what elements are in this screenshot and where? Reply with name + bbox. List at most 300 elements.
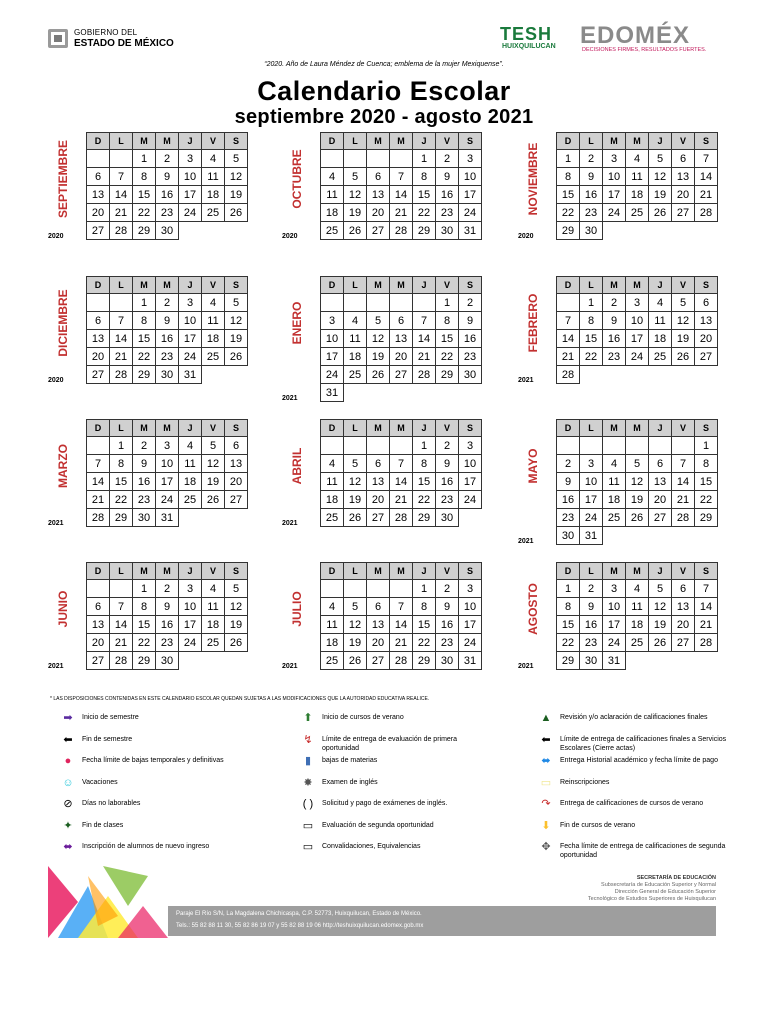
legend-item [536,734,741,754]
blank-cell [695,527,718,545]
scroll-icon: ▭ [540,776,552,789]
day-cell: 16 [580,616,603,634]
weekday-header: M [626,420,649,437]
empty-cell [344,294,367,312]
day-cell: 11 [179,455,202,473]
blank-cell [649,652,672,670]
month-label-mayo: MAYO [526,448,540,484]
day-cell: 20 [390,348,413,366]
blank-cell [225,509,248,527]
day-cell: 28 [557,366,580,384]
month-table-julio [320,562,482,670]
brackets-icon: ( ) [302,798,314,810]
day-cell: 3 [459,580,482,598]
day-cell: 10 [603,598,626,616]
weekday-header: J [649,420,672,437]
legend-item [298,712,503,732]
day-cell: 1 [413,437,436,455]
day-cell: 5 [225,294,248,312]
day-cell: 19 [649,616,672,634]
weekday-header: V [202,563,225,580]
blank-cell [603,366,626,384]
day-cell: 8 [557,168,580,186]
tesh-sub: HUIXQUILUCAN [502,43,556,50]
tesh-name: TESH [500,24,553,44]
day-cell: 12 [202,455,225,473]
day-cell: 25 [202,348,225,366]
legend-item [536,820,741,840]
day-cell: 17 [459,616,482,634]
day-cell: 23 [133,491,156,509]
arrow-up-green-icon: ⬆ [303,712,313,724]
day-cell: 8 [133,168,156,186]
legend-item [58,798,263,818]
day-cell: 22 [695,491,718,509]
legend-text: Inicio de semestre [82,714,139,721]
day-cell: 2 [557,455,580,473]
day-cell: 11 [202,598,225,616]
day-cell: 2 [603,294,626,312]
weekday-header: V [672,277,695,294]
month-table-septiembre [86,132,248,240]
day-cell: 20 [672,186,695,204]
day-cell: 11 [321,473,344,491]
empty-cell [649,437,672,455]
day-cell: 18 [202,330,225,348]
month-table-enero [320,276,482,402]
empty-cell [87,580,110,598]
day-cell: 25 [202,634,225,652]
day-cell: 5 [626,455,649,473]
day-cell: 22 [133,204,156,222]
day-cell: 29 [557,222,580,240]
day-cell: 21 [413,348,436,366]
blank-cell [179,652,202,670]
legend-item [58,755,263,775]
day-cell: 31 [179,366,202,384]
month-label-septiembre: SEPTIEMBRE [56,140,70,219]
day-cell: 5 [344,598,367,616]
day-cell: 27 [87,366,110,384]
day-cell: 27 [672,204,695,222]
weekday-header: S [225,563,248,580]
blank-cell [367,384,390,402]
day-cell: 21 [390,491,413,509]
weekday-header: M [156,563,179,580]
day-cell: 4 [344,312,367,330]
weekday-header: M [390,133,413,150]
day-cell: 7 [672,455,695,473]
day-cell: 28 [672,509,695,527]
day-cell: 5 [344,168,367,186]
footer-bar [168,906,716,936]
blank-cell [225,222,248,240]
day-cell: 21 [695,616,718,634]
legend-text: Fecha límite de entrega de calificaciones de segunda oportunidad [560,843,726,859]
legend-text: Fin de cursos de verano [560,821,636,829]
blank-cell [649,222,672,240]
day-cell: 3 [603,580,626,598]
weekday-header: L [110,133,133,150]
day-cell: 6 [87,598,110,616]
legend-item [58,734,263,754]
day-cell: 26 [225,204,248,222]
day-cell: 30 [436,222,459,240]
empty-cell [110,294,133,312]
weekday-header: V [672,133,695,150]
day-cell: 29 [557,652,580,670]
day-cell: 9 [580,168,603,186]
day-cell: 9 [436,168,459,186]
day-cell: 3 [580,455,603,473]
day-cell: 16 [156,186,179,204]
day-cell: 4 [179,437,202,455]
day-cell: 27 [87,222,110,240]
day-cell: 25 [344,366,367,384]
weekday-header: L [344,277,367,294]
disclaimer: * LAS DISPOSICIONES CONTENIDAS EN ESTE CALENDARIO ESCOLAR QUEDAN SUJETAS A LAS MODIFICACIONES QUE LA AUTORIDAD EDUCATIVA REALICE. [50,696,430,702]
empty-cell [580,437,603,455]
day-cell: 8 [557,598,580,616]
day-cell: 12 [344,616,367,634]
weekday-header: L [580,563,603,580]
weekday-header: S [225,133,248,150]
weekday-header: M [390,277,413,294]
day-cell: 7 [695,580,718,598]
empty-cell [557,437,580,455]
day-cell: 26 [225,634,248,652]
day-cell: 25 [321,509,344,527]
gobierno-logo [46,26,176,52]
blank-cell [695,652,718,670]
day-cell: 17 [179,186,202,204]
month-year-label: 2020 [518,233,534,240]
empty-cell [390,437,413,455]
blank-cell [344,384,367,402]
blank-cell [672,652,695,670]
empty-cell [110,150,133,168]
day-cell: 6 [87,312,110,330]
day-cell: 27 [367,652,390,670]
day-cell: 12 [649,168,672,186]
empty-cell [367,294,390,312]
day-cell: 24 [580,509,603,527]
legend-text: Fecha límite de bajas temporales y definitivas [82,757,224,764]
day-cell: 18 [321,634,344,652]
month-table-febrero [556,276,718,384]
day-cell: 3 [603,150,626,168]
blank-cell [202,509,225,527]
empty-cell [626,437,649,455]
day-cell: 20 [672,616,695,634]
day-cell: 22 [413,634,436,652]
day-cell: 29 [133,222,156,240]
day-cell: 14 [695,598,718,616]
month-label-febrero: FEBRERO [526,293,540,353]
weekday-header: D [321,133,344,150]
day-cell: 1 [557,150,580,168]
day-cell: 15 [436,330,459,348]
month-table-agosto [556,562,718,670]
day-cell: 9 [580,598,603,616]
day-cell: 5 [225,580,248,598]
day-cell: 19 [225,330,248,348]
month-year-label: 2020 [48,377,64,384]
day-cell: 23 [557,509,580,527]
day-cell: 24 [179,634,202,652]
day-cell: 4 [626,580,649,598]
day-cell: 18 [603,491,626,509]
day-cell: 5 [649,150,672,168]
day-cell: 24 [156,491,179,509]
day-cell: 9 [436,455,459,473]
legend-text: Límite de entrega de evaluación de primera oportunidad [322,735,458,752]
month-table-octubre [320,132,482,240]
month-label-agosto: AGOSTO [526,583,540,635]
day-cell: 18 [321,204,344,222]
empty-cell [344,580,367,598]
weekday-header: D [557,133,580,150]
month-label-abril: ABRIL [290,447,304,485]
weekday-header: M [626,277,649,294]
weekday-header: D [87,133,110,150]
cross-arrows-icon: ✥ [541,841,551,853]
day-cell: 8 [413,168,436,186]
day-cell: 30 [156,366,179,384]
weekday-header: M [156,277,179,294]
day-cell: 1 [580,294,603,312]
legend-item [58,820,263,840]
day-cell: 16 [156,330,179,348]
empty-cell [413,294,436,312]
speech-bubble-red-icon: ● [64,755,72,767]
day-cell: 18 [202,186,225,204]
weekday-header: L [344,420,367,437]
weekday-header: M [133,133,156,150]
month-year-label: 2021 [48,520,64,527]
day-cell: 15 [557,186,580,204]
day-cell: 20 [87,204,110,222]
edomex-slogan: DECISIONES FIRMES, RESULTADOS FUERTES. [582,47,707,53]
day-cell: 26 [344,222,367,240]
day-cell: 13 [390,330,413,348]
day-cell: 6 [367,455,390,473]
day-cell: 27 [87,652,110,670]
empty-cell [367,437,390,455]
day-cell: 25 [179,491,202,509]
weekday-header: V [202,277,225,294]
weekday-header: D [87,563,110,580]
day-cell: 18 [344,348,367,366]
day-cell: 15 [133,330,156,348]
footer-phones: Tels.: 55 82 88 11 30, 55 82 86 19 07 y 55 82 88 19 06 http://teshuixquilucan.edomex.gob.mx [176,923,424,929]
day-cell: 31 [459,222,482,240]
empty-cell [87,150,110,168]
legend-item [536,755,741,775]
tesh-logo [500,24,572,54]
weekday-header: V [672,420,695,437]
day-cell: 25 [626,634,649,652]
day-cell: 26 [344,509,367,527]
day-cell: 9 [557,473,580,491]
empty-cell [321,150,344,168]
day-cell: 11 [344,330,367,348]
month-year-label: 2020 [48,233,64,240]
day-cell: 19 [367,348,390,366]
day-cell: 23 [156,634,179,652]
day-cell: 11 [649,312,672,330]
day-cell: 4 [321,598,344,616]
day-cell: 28 [695,204,718,222]
weekday-header: M [133,277,156,294]
blank-cell [695,222,718,240]
day-cell: 6 [649,455,672,473]
weekday-header: J [179,133,202,150]
weekday-header: S [225,420,248,437]
day-cell: 27 [695,348,718,366]
weekday-header: L [580,420,603,437]
day-cell: 22 [413,491,436,509]
day-cell: 9 [156,168,179,186]
day-cell: 31 [603,652,626,670]
day-cell: 28 [110,652,133,670]
blank-cell [436,384,459,402]
day-cell: 15 [133,616,156,634]
weekday-header: M [603,420,626,437]
weekday-header: M [390,420,413,437]
day-cell: 12 [225,168,248,186]
day-cell: 12 [344,186,367,204]
day-cell: 4 [649,294,672,312]
blank-cell [649,366,672,384]
day-cell: 15 [413,473,436,491]
weekday-header: S [459,563,482,580]
day-cell: 29 [133,652,156,670]
weekday-header: M [390,563,413,580]
motto: “2020. Año de Laura Méndez de Cuenca; emblema de la mujer Mexiquense”. [264,61,504,68]
day-cell: 12 [626,473,649,491]
day-cell: 19 [626,491,649,509]
day-cell: 30 [156,652,179,670]
weekday-header: S [225,277,248,294]
blank-cell [459,509,482,527]
sep-line1: Subsecretaría de Educación Superior y Normal [601,882,716,888]
day-cell: 20 [225,473,248,491]
month-label-diciembre: DICIEMBRE [56,289,70,357]
legend-item [298,777,503,797]
arrow-left-black-icon: ⬅ [541,733,551,746]
day-cell: 30 [580,652,603,670]
month-table-diciembre [86,276,248,384]
blank-cell [179,509,202,527]
day-cell: 24 [321,366,344,384]
weekday-header: V [202,420,225,437]
day-cell: 19 [344,204,367,222]
day-cell: 17 [626,330,649,348]
day-cell: 13 [672,168,695,186]
legend-text: Revisión y/o aclaración de calificaciones finales [560,714,708,721]
day-cell: 26 [367,366,390,384]
day-cell: 10 [179,168,202,186]
day-cell: 19 [672,330,695,348]
edomex-name: EDOMÉX [580,22,691,49]
arrow-down-yellow-icon: ⬇ [541,819,551,832]
weekday-header: M [367,563,390,580]
day-cell: 16 [459,330,482,348]
day-cell: 17 [603,616,626,634]
day-cell: 29 [133,366,156,384]
day-cell: 4 [626,150,649,168]
day-cell: 1 [110,437,133,455]
day-cell: 19 [225,616,248,634]
day-cell: 13 [225,455,248,473]
day-cell: 14 [110,186,133,204]
blank-cell [202,652,225,670]
day-cell: 4 [202,150,225,168]
day-cell: 2 [156,294,179,312]
day-cell: 14 [413,330,436,348]
month-year-label: 2021 [282,663,298,670]
weekday-header: D [321,420,344,437]
day-cell: 29 [436,366,459,384]
weekday-header: M [367,277,390,294]
empty-cell [321,437,344,455]
day-cell: 16 [133,473,156,491]
day-cell: 19 [225,186,248,204]
day-cell: 7 [87,455,110,473]
sep-title: SECRETARÍA DE EDUCACIÓN [636,875,716,881]
day-cell: 18 [202,616,225,634]
day-cell: 26 [202,491,225,509]
day-cell: 12 [225,312,248,330]
empty-cell [321,580,344,598]
day-cell: 8 [695,455,718,473]
day-cell: 20 [367,491,390,509]
legend-item [536,798,741,818]
weekday-header: L [580,133,603,150]
day-cell: 20 [87,348,110,366]
day-cell: 16 [436,186,459,204]
day-cell: 1 [413,580,436,598]
day-cell: 12 [649,598,672,616]
blank-cell [413,384,436,402]
empty-cell [390,294,413,312]
day-cell: 30 [580,222,603,240]
month-label-junio: JUNIO [56,590,70,628]
day-cell: 10 [580,473,603,491]
blank-cell [672,222,695,240]
blank-cell [695,366,718,384]
month-table-marzo [86,419,248,527]
day-cell: 7 [695,150,718,168]
day-cell: 20 [87,634,110,652]
prohibited-icon: ⊘ [63,798,73,810]
day-cell: 6 [367,168,390,186]
weekday-header: M [133,563,156,580]
day-cell: 5 [225,150,248,168]
day-cell: 26 [225,348,248,366]
legend-item [536,777,741,797]
day-cell: 16 [580,186,603,204]
day-cell: 7 [110,598,133,616]
blank-cell [626,527,649,545]
blank-cell [626,652,649,670]
day-cell: 6 [695,294,718,312]
day-cell: 16 [557,491,580,509]
day-cell: 21 [110,348,133,366]
day-cell: 23 [436,491,459,509]
day-cell: 15 [695,473,718,491]
